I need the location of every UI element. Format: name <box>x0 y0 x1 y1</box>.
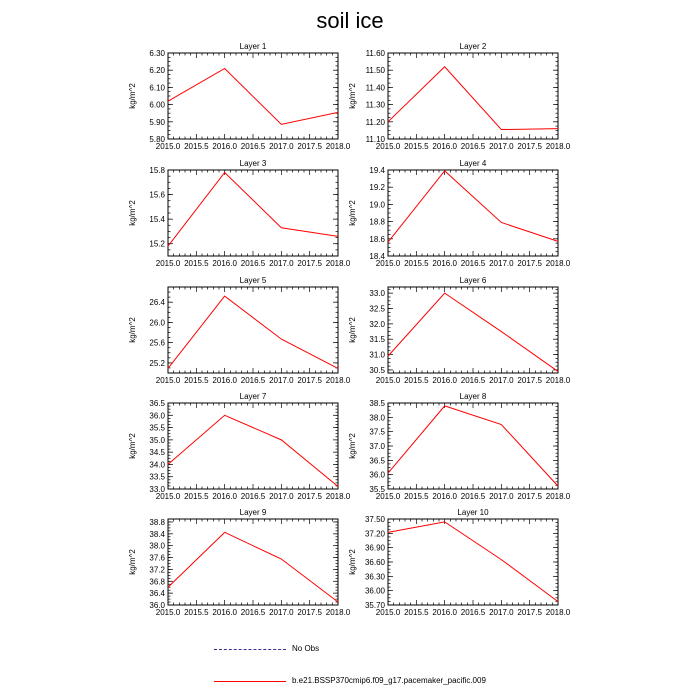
y-tick-label: 36.4 <box>149 589 165 599</box>
y-tick-label: 35.70 <box>364 601 385 610</box>
x-tick-label: 2015.0 <box>375 608 401 617</box>
y-tick-label: 18.8 <box>369 217 385 227</box>
y-tick-label: 33.0 <box>149 485 165 494</box>
y-tick-label: 37.20 <box>364 529 385 539</box>
x-tick-label: 2017.0 <box>489 376 514 385</box>
x-tick-label: 2017.5 <box>297 259 322 268</box>
y-tick-label: 30.5 <box>369 365 385 375</box>
y-tick-label: 25.6 <box>149 338 165 348</box>
x-tick-label: 2017.5 <box>517 259 542 268</box>
x-tick-label: 2015.5 <box>184 492 209 501</box>
x-tick-label: 2017.0 <box>489 259 514 268</box>
x-tick-label: 2018.0 <box>325 259 351 268</box>
x-tick-label: 2017.5 <box>297 376 322 385</box>
y-tick-label: 36.0 <box>369 470 385 480</box>
y-axis-label: kg/m^2 <box>348 433 357 459</box>
x-tick-label: 2015.0 <box>375 142 401 151</box>
y-tick-label: 38.5 <box>369 399 385 408</box>
plot-frame <box>388 170 558 256</box>
x-tick-label: 2016.5 <box>460 259 486 268</box>
y-tick-label: 15.8 <box>149 166 165 175</box>
y-tick-label: 25.2 <box>149 358 165 368</box>
chart-panel-1 <box>128 42 351 151</box>
plot-frame <box>388 519 558 605</box>
y-tick-label: 36.60 <box>364 558 385 567</box>
y-tick-label: 18.4 <box>369 252 385 261</box>
y-tick-label: 5.80 <box>149 135 165 144</box>
x-tick-label: 2016.0 <box>432 142 457 151</box>
y-tick-label: 36.90 <box>364 543 385 553</box>
y-axis-label: kg/m^2 <box>348 549 357 575</box>
y-tick-label: 26.4 <box>149 298 165 308</box>
x-tick-label: 2016.0 <box>212 259 237 268</box>
x-tick-label: 2016.0 <box>432 376 457 385</box>
series-line <box>168 532 338 602</box>
y-tick-label: 19.0 <box>369 200 385 210</box>
x-tick-label: 2018.0 <box>325 608 351 617</box>
chart-panel-6 <box>348 276 571 385</box>
series-line <box>388 522 558 602</box>
x-tick-label: 2015.0 <box>155 608 181 617</box>
x-tick-label: 2015.0 <box>155 259 181 268</box>
y-tick-label: 34.0 <box>149 460 165 470</box>
x-tick-label: 2016.5 <box>460 142 486 151</box>
y-tick-label: 36.5 <box>149 399 165 408</box>
x-tick-label: 2015.0 <box>155 142 181 151</box>
chart-panel-9 <box>128 508 351 617</box>
y-tick-label: 36.0 <box>149 601 165 610</box>
y-tick-label: 6.00 <box>149 100 165 110</box>
y-tick-label: 36.5 <box>369 456 385 466</box>
x-tick-label: 2017.5 <box>517 376 542 385</box>
x-tick-label: 2016.5 <box>240 608 266 617</box>
y-tick-label: 11.40 <box>365 83 385 93</box>
y-tick-label: 35.0 <box>149 435 165 445</box>
plot-frame <box>168 403 338 489</box>
y-tick-label: 36.30 <box>364 572 385 582</box>
series-line <box>388 171 558 242</box>
y-tick-label: 6.20 <box>149 66 165 76</box>
y-tick-label: 37.6 <box>149 553 165 563</box>
chart-panel-4 <box>348 159 571 268</box>
panel-title: Layer 4 <box>459 159 487 168</box>
y-axis-label: kg/m^2 <box>348 83 357 109</box>
y-tick-label: 6.10 <box>149 83 165 93</box>
y-tick-label: 35.5 <box>149 423 165 433</box>
x-tick-label: 2018.0 <box>545 259 571 268</box>
legend-obs-label: No Obs <box>292 644 320 653</box>
series-line <box>388 406 558 486</box>
y-tick-label: 19.4 <box>369 166 385 175</box>
panel-title: Layer 6 <box>459 276 487 285</box>
y-tick-label: 36.00 <box>364 586 385 596</box>
x-tick-label: 2017.5 <box>297 492 322 501</box>
y-tick-label: 36.0 <box>149 411 165 421</box>
series-line <box>168 172 338 246</box>
x-tick-label: 2016.5 <box>460 376 486 385</box>
x-tick-label: 2016.5 <box>460 492 486 501</box>
x-tick-label: 2017.5 <box>517 492 542 501</box>
y-tick-label: 37.5 <box>369 427 385 437</box>
panel-title: Layer 10 <box>457 508 489 517</box>
x-tick-label: 2018.0 <box>545 492 571 501</box>
y-tick-label: 11.30 <box>365 100 385 110</box>
x-tick-label: 2016.5 <box>240 142 266 151</box>
y-axis-label: kg/m^2 <box>128 200 137 226</box>
x-tick-label: 2018.0 <box>545 608 571 617</box>
series-line <box>168 296 338 368</box>
x-tick-label: 2018.0 <box>545 142 571 151</box>
y-tick-label: 15.6 <box>149 190 165 200</box>
chart-panel-2 <box>348 42 571 151</box>
x-tick-label: 2017.0 <box>489 492 514 501</box>
y-tick-label: 31.0 <box>369 350 385 360</box>
y-tick-label: 11.10 <box>365 135 385 144</box>
chart-panel-7 <box>128 392 351 501</box>
y-tick-label: 34.5 <box>149 448 165 458</box>
x-tick-label: 2015.5 <box>404 376 429 385</box>
x-tick-label: 2016.0 <box>432 608 457 617</box>
y-axis-label: kg/m^2 <box>348 317 357 343</box>
page-title: soil ice <box>316 8 384 33</box>
plot-frame <box>168 287 338 373</box>
x-tick-label: 2015.5 <box>404 142 429 151</box>
x-tick-label: 2015.5 <box>404 492 429 501</box>
x-tick-label: 2017.0 <box>489 142 514 151</box>
x-tick-label: 2016.5 <box>240 492 266 501</box>
y-tick-label: 38.0 <box>369 413 385 423</box>
x-tick-label: 2016.5 <box>460 608 486 617</box>
plot-frame <box>388 53 558 139</box>
y-tick-label: 18.6 <box>369 234 385 244</box>
x-tick-label: 2017.5 <box>297 142 322 151</box>
chart-panel-10 <box>348 508 571 617</box>
series-line <box>168 415 338 486</box>
panel-title: Layer 9 <box>239 508 267 517</box>
x-tick-label: 2015.0 <box>375 259 401 268</box>
y-tick-label: 15.2 <box>149 239 165 249</box>
x-tick-label: 2015.0 <box>375 492 401 501</box>
x-tick-label: 2016.0 <box>432 259 457 268</box>
panel-title: Layer 2 <box>459 42 487 51</box>
x-tick-label: 2017.0 <box>269 142 294 151</box>
x-tick-label: 2016.0 <box>432 492 457 501</box>
panel-title: Layer 1 <box>239 42 267 51</box>
y-tick-label: 11.60 <box>365 49 385 58</box>
series-line <box>388 293 558 371</box>
chart-panel-5 <box>128 276 351 385</box>
y-tick-label: 32.5 <box>369 304 385 314</box>
panel-title: Layer 7 <box>239 392 267 401</box>
x-tick-label: 2015.5 <box>404 259 429 268</box>
x-tick-label: 2017.5 <box>517 142 542 151</box>
y-tick-label: 6.30 <box>149 49 165 58</box>
x-tick-label: 2016.0 <box>212 376 237 385</box>
y-tick-label: 31.5 <box>369 335 385 345</box>
y-tick-label: 37.0 <box>369 442 385 451</box>
y-tick-label: 5.90 <box>149 117 165 127</box>
x-tick-label: 2016.0 <box>212 492 237 501</box>
y-tick-label: 33.5 <box>149 472 165 482</box>
y-tick-label: 36.8 <box>149 577 165 587</box>
x-tick-label: 2018.0 <box>325 376 351 385</box>
y-axis-label: kg/m^2 <box>128 83 137 109</box>
y-axis-label: kg/m^2 <box>348 200 357 226</box>
y-tick-label: 38.4 <box>149 529 165 539</box>
y-tick-label: 11.20 <box>365 117 385 127</box>
chart-panel-8 <box>348 392 571 501</box>
plot-frame <box>388 287 558 373</box>
y-tick-label: 38.8 <box>149 517 165 527</box>
x-tick-label: 2015.0 <box>155 492 181 501</box>
y-tick-label: 26.0 <box>149 318 165 328</box>
x-tick-label: 2015.5 <box>184 376 209 385</box>
x-tick-label: 2015.5 <box>184 259 209 268</box>
x-tick-label: 2017.0 <box>269 492 294 501</box>
y-tick-label: 37.2 <box>149 565 165 575</box>
x-tick-label: 2015.0 <box>375 376 401 385</box>
y-tick-label: 37.50 <box>364 515 385 524</box>
y-tick-label: 33.0 <box>369 289 385 299</box>
panel-title: Layer 8 <box>459 392 487 401</box>
chart-panel-3 <box>128 159 351 268</box>
plot-frame <box>388 403 558 489</box>
x-tick-label: 2016.5 <box>240 259 266 268</box>
y-tick-label: 11.50 <box>365 66 385 76</box>
x-tick-label: 2015.5 <box>184 142 209 151</box>
x-tick-label: 2015.0 <box>155 376 181 385</box>
x-tick-label: 2018.0 <box>325 142 351 151</box>
y-tick-label: 32.0 <box>369 319 385 329</box>
y-tick-label: 38.0 <box>149 541 165 551</box>
x-tick-label: 2015.5 <box>184 608 209 617</box>
y-tick-label: 15.4 <box>149 215 165 225</box>
panel-title: Layer 5 <box>239 276 267 285</box>
y-axis-label: kg/m^2 <box>128 317 137 343</box>
x-tick-label: 2015.5 <box>404 608 429 617</box>
series-line <box>388 67 558 130</box>
x-tick-label: 2016.0 <box>212 608 237 617</box>
x-tick-label: 2016.5 <box>240 376 266 385</box>
x-tick-label: 2017.0 <box>269 259 294 268</box>
x-tick-label: 2016.0 <box>212 142 237 151</box>
x-tick-label: 2017.0 <box>489 608 514 617</box>
series-line <box>168 68 338 124</box>
x-tick-label: 2017.5 <box>297 608 322 617</box>
y-axis-label: kg/m^2 <box>128 549 137 575</box>
x-tick-label: 2017.5 <box>517 608 542 617</box>
y-tick-label: 19.2 <box>369 183 385 193</box>
y-tick-label: 35.5 <box>369 485 385 494</box>
x-tick-label: 2017.0 <box>269 608 294 617</box>
panel-title: Layer 3 <box>239 159 267 168</box>
x-tick-label: 2018.0 <box>325 492 351 501</box>
x-tick-label: 2017.0 <box>269 376 294 385</box>
y-axis-label: kg/m^2 <box>128 433 137 459</box>
x-tick-label: 2018.0 <box>545 376 571 385</box>
legend-model-label: b.e21.BSSP370cmip6.f09_g17.pacemaker_pacific.009 <box>292 676 486 685</box>
